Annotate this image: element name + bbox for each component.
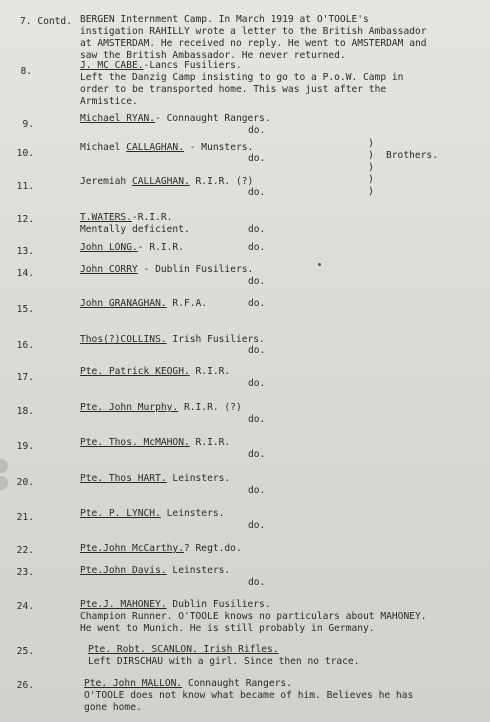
ditto-mark: do. [248,520,266,531]
soldier-name: Pte. John MALLON. [84,678,183,689]
soldier-name: J. MC CABE. [80,60,144,71]
entry-7-contd [14,14,484,64]
entry-note: Armistice. [80,96,138,107]
entry-number: 16. [16,340,34,351]
punch-hole [0,459,8,473]
brothers-note: Brothers. [386,150,438,161]
entry-number: 8. [20,66,32,77]
ditto-mark: do. [248,577,266,588]
soldier-name: CALLAGHAN. [126,142,184,153]
regiment: R.I.R. (?) [189,176,254,187]
regiment: R.F.A. [166,298,208,309]
soldier-name: Pte.J. MAHONEY. [80,599,167,610]
ditto-mark: do. [248,485,266,496]
regiment: Leinsters. [166,473,231,484]
soldier-name: Pte. P. LYNCH. [80,508,161,519]
entry-number: 23. [16,567,34,578]
regiment: -Lancs Fusiliers. [143,60,242,71]
soldier-name: Pte. Patrick KEOGH. [80,366,190,377]
entry-note: Champion Runner. O'TOOLE knows no particulars about MAHONEY. [80,611,427,622]
soldier-name: John CORRY [80,264,138,275]
regiment: - Dublin Fusiliers. [137,264,254,275]
soldier-name: CALLAGHAN. [131,176,190,187]
soldier-first-name: Michael [80,142,127,153]
soldier-name: Pte.John McCarthy. [80,543,184,554]
regiment: Leinsters. [160,508,225,519]
ditto-mark: do. [248,125,266,136]
soldier-first-name: Jeremiah [80,176,132,187]
entry-number: 22. [16,545,34,556]
entry-text-line: BERGEN Internment Camp. In March 1919 at O'TOOLE's [80,14,369,25]
entry-number: 9. [22,119,34,130]
regiment: R.I.R. [189,366,231,377]
entry-number: 12. [16,214,34,225]
regiment: - R.I.R. [137,242,184,253]
entry-text-line: saw the British Ambassador. He never returned. [80,50,346,61]
ditto-mark: do. [248,242,266,253]
entry-number: 19. [16,441,34,452]
ditto-mark: do. [248,153,266,164]
regiment: R.I.R. [189,437,231,448]
entry-text-line: instigation RAHILLY wrote a letter to the British Ambassador [80,26,427,37]
soldier-name: Pte. Thos. McMAHON. [80,437,190,448]
entry-number: 11. [16,181,34,192]
soldier-name: Pte. John Murphy. [80,402,179,413]
soldier-name: John GRANAGHAN. [80,298,167,309]
entry-number: 18. [16,406,34,417]
regiment: -R.I.R. [131,212,173,223]
ditto-mark: do. [248,378,266,389]
soldier-name: Pte. Thos HART. [80,473,167,484]
entry-number: 26. [16,680,34,691]
soldier-name: Michael RYAN. [80,113,156,124]
ditto-mark: do. [248,276,266,287]
entry-text-line: at AMSTERDAM. He received no reply. He went to AMSTERDAM and [80,38,427,49]
regiment: R.I.R. (?) [178,402,242,413]
entry-note: Left DIRSCHAU with a girl. Since then no trace. [88,656,360,667]
entry-number: 25. [16,646,34,657]
ink-speck [318,263,321,266]
entry-number: 17. [16,372,34,383]
punch-hole [0,476,8,490]
entry-note: order to be transported home. This was just after the [80,84,387,95]
soldier-name: John LONG. [80,242,138,253]
regiment: Connaught Rangers. [182,678,292,689]
entry-number: 14. [16,268,34,279]
entry-number: 21. [16,512,34,523]
entry-number: 10. [16,148,34,159]
entry-number: 24. [16,601,34,612]
entry-number: 15. [16,304,34,315]
entry-number: 13. [16,246,34,257]
entry-note: O'TOOLE does not know what became of him. Believes he has [84,690,414,701]
regiment: Irish Fusiliers. [166,334,265,345]
regiment: Dublin Fusiliers. [166,599,271,610]
entry-note: Mentally deficient. [80,224,190,235]
regiment: ? Regt.do. [183,543,242,554]
regiment: - Connaught Rangers. [155,113,271,124]
entry-number: 7. Contd. [20,16,72,27]
ditto-mark: do. [248,298,266,309]
entry-number: 20. [16,477,34,488]
ditto-mark: do. [248,414,266,425]
soldier-name: Thos(?)COLLINS. [80,334,167,345]
ditto-mark: do. [248,224,266,235]
ditto-mark: do. [248,345,266,356]
soldier-name: Pte.John Davis. [80,565,167,576]
soldier-name: Pte. Robt. SCANLON. Irish Rifles. [88,644,279,655]
soldier-name: T.WATERS. [80,212,132,223]
ditto-mark: do. [248,187,266,198]
regiment: - Munsters. [183,142,254,153]
entry-note: gone home. [84,702,142,713]
ditto-mark: do. [248,449,266,460]
entry-note: Left the Danzig Camp insisting to go to a P.o.W. Camp in [80,72,404,83]
regiment: Leinsters. [166,565,231,576]
entry-note: He went to Munich. He is still probably in Germany. [80,623,375,634]
bracket: ) ) ) ) ) [368,138,375,197]
